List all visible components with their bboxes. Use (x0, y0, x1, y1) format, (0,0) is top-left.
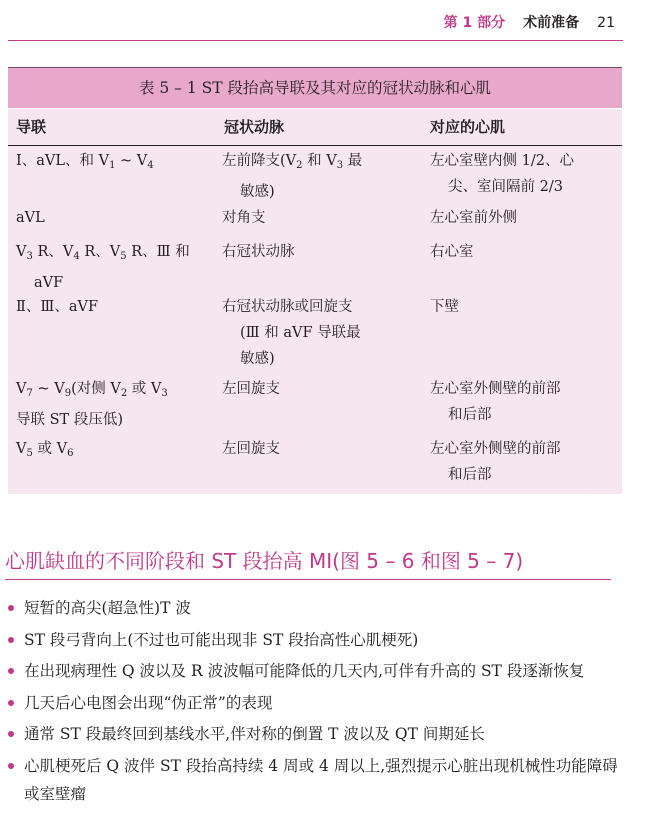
artery-cell: 右冠状动脉或回旋支 (Ⅲ 和 aVF 导联最 敏感) (222, 299, 361, 367)
myocardium-cell: 左心室外侧壁的前部 和后部 (430, 441, 561, 483)
lead-cell: aVL (16, 210, 45, 226)
table-caption: 表 5 – 1 ST 段抬高导联及其对应的冠状动脉和心肌 (8, 67, 622, 108)
header-rule (8, 40, 623, 41)
list-item: 几天后心电图会出现“伪正常”的表现 (6, 689, 626, 717)
myocardium-cell: 右心室 (430, 244, 474, 260)
bullet-dot-icon (8, 731, 14, 737)
myocardium-cell: 左心室前外侧 (430, 210, 517, 226)
lead-cell: Ⅰ、aVL、和 $V_1$ ~ $V_4$ (16, 153, 154, 171)
bullet-dot-icon (8, 668, 14, 674)
bullet-dot-icon (8, 605, 14, 611)
column-header-lead: 导联 (16, 118, 47, 136)
bullet-dot-icon (8, 637, 14, 643)
list-item: 短暂的高尖(超急性)T 波 (6, 594, 626, 622)
myocardium-cell: 左心室外侧壁的前部 和后部 (430, 381, 561, 423)
table-row (8, 376, 622, 436)
myocardium-cell: 下壁 (430, 299, 459, 315)
table-5-1 (8, 67, 622, 494)
table-row (8, 294, 622, 376)
myocardium-cell: 左心室壁内侧 1/2、心 尖、室间隔前 2/3 (430, 153, 574, 195)
list-item: 通常 ST 段最终回到基线水平,伴对称的倒置 T 波以及 QT 间期延长 (6, 720, 626, 748)
bullet-dot-icon (8, 700, 14, 706)
lead-cell: $V_3$ R、$V_4$ R、$V_5$ R、Ⅲ 和 aVF (16, 244, 190, 291)
artery-cell: 左前降支($V_2$ 和 $V_3$ 最 敏感) (222, 153, 363, 200)
list-item: 心肌梗死后 Q 波伴 ST 段抬高持续 4 周或 4 周以上,强烈提示心脏出现机械性功能障碍或室壁瘤 (6, 752, 626, 808)
table-row (8, 146, 622, 205)
column-header-artery: 冠状动脉 (224, 118, 285, 136)
part-label: 第 1 部分 (443, 15, 506, 31)
table-row (8, 436, 622, 494)
artery-cell: 右冠状动脉 (222, 244, 295, 260)
artery-cell: 左回旋支 (222, 381, 280, 397)
bullet-list (6, 594, 626, 811)
lead-cell: $V_7$ ~ $V_9$(对侧 $V_2$ 或 $V_3$ 导联 ST 段压低) (16, 381, 168, 428)
artery-cell: 对角支 (222, 210, 266, 226)
section-heading: 心肌缺血的不同阶段和 ST 段抬高 MI(图 5 – 6 和图 5 – 7) (5, 545, 611, 580)
lead-cell: $V_5$ 或 $V_6$ (16, 441, 74, 459)
lead-cell: Ⅱ、Ⅲ、aVF (16, 299, 99, 315)
page-number: 21 (597, 15, 615, 31)
table-header-row (8, 108, 622, 146)
chapter-label: 术前准备 (523, 15, 580, 31)
list-item: ST 段弓背向上(不过也可能出现非 ST 段抬高性心肌梗死) (6, 626, 626, 654)
bullet-dot-icon (8, 763, 14, 769)
table-row (8, 205, 622, 239)
running-header (444, 12, 615, 32)
column-header-myocardium: 对应的心肌 (430, 118, 506, 136)
table-row (8, 239, 622, 294)
list-item: 在出现病理性 Q 波以及 R 波波幅可能降低的几天内,可伴有升高的 ST 段逐渐恢复 (6, 657, 626, 685)
artery-cell: 左回旋支 (222, 441, 280, 457)
